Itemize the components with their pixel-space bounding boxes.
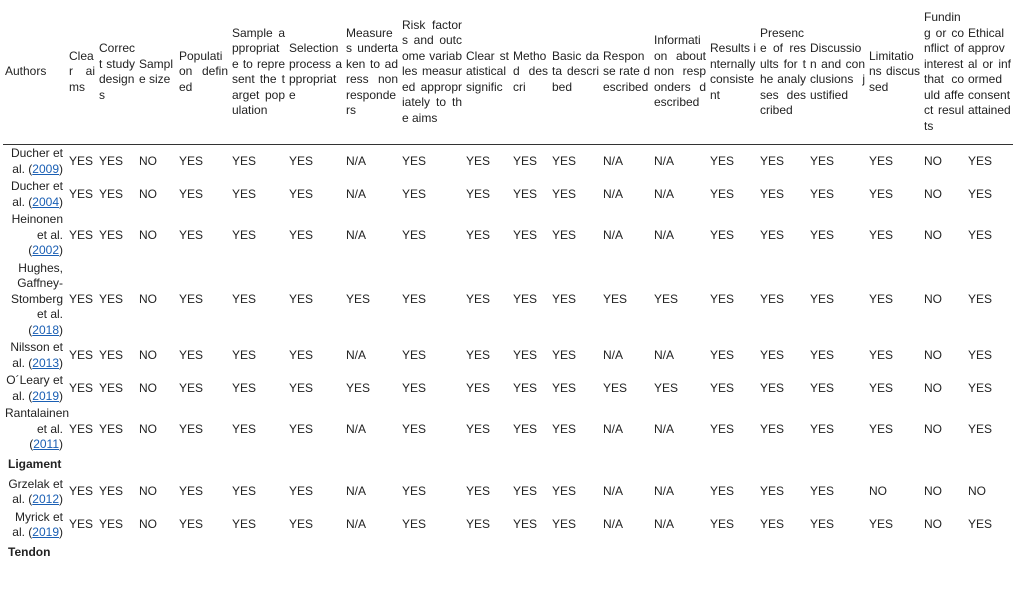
rating-cell: N/A	[603, 153, 624, 168]
rating-cell: YES	[232, 153, 257, 168]
rating-cell: YES	[869, 517, 894, 532]
rating-cell: YES	[710, 153, 735, 168]
rating-cell: NO	[924, 421, 942, 436]
rating-cell: YES	[810, 153, 835, 168]
rating-cell: YES	[968, 347, 993, 362]
quality-assessment-table	[3, 0, 1013, 564]
rating-cell: NO	[139, 227, 157, 242]
rating-cell: YES	[760, 517, 785, 532]
rating-cell: NO	[139, 186, 157, 201]
rating-cell: YES	[99, 186, 124, 201]
rating-cell: YES	[69, 186, 94, 201]
rating-cell: NO	[924, 347, 942, 362]
rating-cell: NO	[139, 347, 157, 362]
rating-cell: YES	[289, 484, 314, 499]
rating-cell: YES	[289, 380, 314, 395]
rating-cell: NO	[968, 484, 986, 499]
rating-cell: YES	[99, 484, 124, 499]
column-header: Method descri	[513, 48, 548, 94]
rating-cell: YES	[760, 421, 785, 436]
rating-cell: YES	[466, 186, 491, 201]
citation-year-link[interactable]: 2011	[33, 437, 59, 451]
author-name: Heinonen et al.	[11, 212, 63, 242]
rating-cell: YES	[869, 186, 894, 201]
table-row	[3, 145, 1013, 179]
rating-cell: YES	[968, 153, 993, 168]
rating-cell: NO	[139, 291, 157, 306]
rating-cell: YES	[869, 380, 894, 395]
rating-cell: YES	[289, 291, 314, 306]
rating-cell: YES	[179, 421, 204, 436]
rating-cell: YES	[513, 291, 538, 306]
section-row	[3, 542, 1013, 564]
rating-cell: NO	[924, 484, 942, 499]
rating-cell: YES	[402, 484, 427, 499]
rating-cell: YES	[232, 421, 257, 436]
column-header: Ethical approval or informed consent attained	[968, 25, 1011, 117]
rating-cell: YES	[760, 380, 785, 395]
rating-cell: YES	[968, 186, 993, 201]
rating-cell: YES	[402, 227, 427, 242]
rating-cell: YES	[69, 347, 94, 362]
rating-cell: YES	[69, 291, 94, 306]
rating-cell: YES	[654, 291, 679, 306]
citation-year-link[interactable]: 2004	[32, 194, 59, 209]
citation-year-link[interactable]: 2013	[32, 355, 59, 370]
rating-cell: NO	[924, 227, 942, 242]
author-name: Hughes, Gaffney-Stomberg et al.	[10, 260, 63, 321]
author-cell: Rantalainen et al. (2011)	[5, 406, 70, 451]
rating-cell: N/A	[603, 227, 624, 242]
table-row	[3, 260, 1013, 340]
rating-cell: YES	[289, 517, 314, 532]
column-header-authors: Authors	[5, 64, 47, 79]
rating-cell: YES	[402, 380, 427, 395]
rating-cell: YES	[869, 291, 894, 306]
rating-cell: YES	[69, 484, 94, 499]
rating-cell: YES	[179, 380, 204, 395]
rating-cell: YES	[968, 517, 993, 532]
column-header: Sample appropriate to represent the target population	[232, 25, 285, 117]
rating-cell: YES	[69, 517, 94, 532]
author-cell: Ducher et al. (2009)	[10, 146, 63, 176]
rating-cell: YES	[810, 517, 835, 532]
column-header: Clear statistical signific	[466, 48, 509, 94]
rating-cell: YES	[346, 291, 371, 306]
column-header: Presence of results for the analyses described	[760, 25, 806, 117]
rating-cell: YES	[99, 347, 124, 362]
rating-cell: YES	[654, 380, 679, 395]
rating-cell: YES	[968, 421, 993, 436]
rating-cell: YES	[179, 186, 204, 201]
rating-cell: YES	[466, 291, 491, 306]
column-header: Population defined	[179, 48, 228, 94]
rating-cell: YES	[869, 347, 894, 362]
rating-cell: NO	[924, 380, 942, 395]
rating-cell: YES	[179, 291, 204, 306]
rating-cell: YES	[179, 227, 204, 242]
column-header: Discussion and conclusions justified	[810, 41, 865, 102]
rating-cell: YES	[232, 186, 257, 201]
rating-cell: N/A	[654, 347, 675, 362]
rating-cell: NO	[924, 153, 942, 168]
rating-cell: N/A	[654, 421, 675, 436]
table-row	[3, 372, 1013, 405]
rating-cell: YES	[968, 380, 993, 395]
rating-cell: YES	[513, 186, 538, 201]
rating-cell: YES	[466, 227, 491, 242]
rating-cell: YES	[552, 186, 577, 201]
rating-cell: YES	[603, 380, 628, 395]
rating-cell: YES	[232, 380, 257, 395]
author-name: Grzelak et al.	[8, 476, 63, 506]
rating-cell: YES	[402, 186, 427, 201]
author-cell: Nilsson et al. (2013)	[10, 340, 63, 370]
rating-cell: YES	[346, 380, 371, 395]
rating-cell: YES	[69, 153, 94, 168]
rating-cell: N/A	[346, 186, 367, 201]
rating-cell: YES	[402, 153, 427, 168]
rating-cell: N/A	[603, 347, 624, 362]
table-row	[3, 405, 1013, 454]
rating-cell: YES	[513, 380, 538, 395]
rating-cell: YES	[466, 421, 491, 436]
table-row	[3, 178, 1013, 211]
rating-cell: N/A	[603, 421, 624, 436]
section-label: Tendon	[8, 544, 51, 559]
rating-cell: YES	[810, 227, 835, 242]
rating-cell: YES	[402, 517, 427, 532]
citation-year-link[interactable]: 2019	[32, 525, 59, 539]
rating-cell: YES	[710, 186, 735, 201]
rating-cell: YES	[968, 227, 993, 242]
rating-cell: YES	[466, 153, 491, 168]
column-header: Funding or conflict of interest that could affect results	[924, 10, 964, 133]
header-row	[3, 0, 1013, 145]
table-header	[3, 0, 1013, 145]
column-header: Clear aims	[69, 48, 95, 94]
rating-cell: YES	[760, 153, 785, 168]
table-body	[3, 145, 1013, 564]
rating-cell: YES	[99, 517, 124, 532]
rating-cell: YES	[402, 421, 427, 436]
column-header: Results internally consistent	[710, 41, 757, 102]
author-cell: O´Leary et al. (2019)	[6, 373, 63, 403]
column-header: Response rate described	[603, 48, 650, 94]
rating-cell: N/A	[654, 484, 675, 499]
table-row	[3, 211, 1013, 260]
author-cell: Myrick et al. (2019)	[12, 509, 63, 539]
rating-cell: YES	[968, 291, 993, 306]
rating-cell: YES	[69, 227, 94, 242]
rating-cell: YES	[710, 517, 735, 532]
rating-cell: YES	[513, 347, 538, 362]
table-row	[3, 476, 1013, 509]
citation-year-link[interactable]: 2002	[32, 243, 59, 257]
rating-cell: YES	[289, 421, 314, 436]
rating-cell: N/A	[603, 484, 624, 499]
rating-cell: NO	[139, 517, 157, 532]
rating-cell: NO	[924, 291, 942, 306]
citation-year-link[interactable]: 2018	[32, 322, 59, 337]
rating-cell: YES	[99, 291, 124, 306]
rating-cell: N/A	[346, 227, 367, 242]
author-cell: Heinonen et al. (2002)	[11, 212, 63, 257]
rating-cell: YES	[552, 484, 577, 499]
rating-cell: YES	[99, 380, 124, 395]
rating-cell: YES	[552, 153, 577, 168]
author-name: O´Leary et al.	[6, 373, 63, 403]
rating-cell: YES	[760, 484, 785, 499]
column-header: Correct study designs	[99, 41, 136, 102]
rating-cell: YES	[513, 227, 538, 242]
rating-cell: YES	[513, 484, 538, 499]
citation-year-link[interactable]: 2019	[32, 388, 59, 403]
rating-cell: N/A	[603, 517, 624, 532]
author-name: Ducher et al.	[10, 179, 63, 209]
rating-cell: YES	[466, 347, 491, 362]
rating-cell: YES	[710, 291, 735, 306]
column-header: Selection process appropriate	[289, 41, 342, 102]
author-cell: Hughes, Gaffney-Stomberg et al. (2018)	[10, 260, 63, 337]
rating-cell: YES	[552, 421, 577, 436]
rating-cell: YES	[810, 484, 835, 499]
rating-cell: YES	[99, 153, 124, 168]
table-row	[3, 509, 1013, 542]
rating-cell: YES	[760, 186, 785, 201]
section-label: Ligament	[8, 456, 62, 471]
rating-cell: YES	[810, 347, 835, 362]
rating-cell: YES	[552, 517, 577, 532]
rating-cell: YES	[513, 153, 538, 168]
column-header: Risk factors and outcome variables measured appropriately to the aims	[402, 17, 462, 125]
rating-cell: NO	[869, 484, 887, 499]
rating-cell: YES	[289, 153, 314, 168]
author-cell: Ducher et al. (2004)	[10, 179, 63, 209]
rating-cell: N/A	[654, 186, 675, 201]
rating-cell: YES	[760, 347, 785, 362]
rating-cell: YES	[513, 421, 538, 436]
rating-cell: YES	[69, 421, 94, 436]
rating-cell: NO	[139, 421, 157, 436]
rating-cell: YES	[869, 153, 894, 168]
rating-cell: YES	[179, 153, 204, 168]
rating-cell: YES	[466, 380, 491, 395]
rating-cell: N/A	[654, 227, 675, 242]
rating-cell: N/A	[654, 153, 675, 168]
rating-cell: YES	[552, 347, 577, 362]
rating-cell: YES	[466, 484, 491, 499]
rating-cell: YES	[232, 517, 257, 532]
rating-cell: YES	[402, 291, 427, 306]
author-name: Rantalainen et al.	[5, 406, 70, 436]
rating-cell: YES	[232, 227, 257, 242]
rating-cell: YES	[289, 186, 314, 201]
rating-cell: YES	[179, 484, 204, 499]
rating-cell: YES	[710, 227, 735, 242]
rating-cell: YES	[552, 227, 577, 242]
rating-cell: YES	[869, 227, 894, 242]
rating-cell: YES	[810, 186, 835, 201]
column-header: Measures undertaken to adress non responders	[346, 25, 398, 117]
column-header: Basic data described	[552, 48, 599, 94]
author-name: Nilsson et al.	[10, 340, 63, 370]
rating-cell: N/A	[654, 517, 675, 532]
rating-cell: NO	[139, 380, 157, 395]
rating-cell: YES	[513, 517, 538, 532]
table-row	[3, 339, 1013, 372]
rating-cell: YES	[760, 227, 785, 242]
rating-cell: N/A	[603, 186, 624, 201]
rating-cell: YES	[289, 227, 314, 242]
rating-cell: YES	[232, 484, 257, 499]
section-row	[3, 454, 1013, 476]
rating-cell: YES	[710, 484, 735, 499]
rating-cell: N/A	[346, 153, 367, 168]
rating-cell: YES	[710, 421, 735, 436]
rating-cell: NO	[924, 517, 942, 532]
author-name: Ducher et al.	[10, 146, 63, 176]
rating-cell: YES	[810, 291, 835, 306]
rating-cell: YES	[710, 380, 735, 395]
rating-cell: YES	[603, 291, 628, 306]
rating-cell: N/A	[346, 517, 367, 532]
column-header: Sample size	[139, 56, 174, 86]
rating-cell: YES	[232, 347, 257, 362]
rating-cell: YES	[552, 291, 577, 306]
rating-cell: NO	[139, 484, 157, 499]
rating-cell: YES	[179, 517, 204, 532]
rating-cell: YES	[466, 517, 491, 532]
author-name: Myrick et al.	[12, 509, 63, 539]
column-header: Limitations discussed	[869, 48, 920, 94]
rating-cell: YES	[710, 347, 735, 362]
author-cell: Grzelak et al. (2012)	[8, 476, 63, 506]
citation-year-link[interactable]: 2009	[32, 161, 59, 176]
rating-cell: N/A	[346, 484, 367, 499]
rating-cell: YES	[69, 380, 94, 395]
citation-year-link[interactable]: 2012	[32, 492, 59, 506]
rating-cell: YES	[289, 347, 314, 362]
rating-cell: NO	[924, 186, 942, 201]
rating-cell: YES	[99, 421, 124, 436]
column-header: Information about non responders described	[654, 33, 706, 110]
rating-cell: N/A	[346, 421, 367, 436]
rating-cell: YES	[402, 347, 427, 362]
rating-cell: NO	[139, 153, 157, 168]
rating-cell: YES	[99, 227, 124, 242]
rating-cell: YES	[810, 380, 835, 395]
rating-cell: YES	[869, 421, 894, 436]
rating-cell: YES	[760, 291, 785, 306]
rating-cell: YES	[179, 347, 204, 362]
rating-cell: YES	[232, 291, 257, 306]
rating-cell: N/A	[346, 347, 367, 362]
rating-cell: YES	[810, 421, 835, 436]
rating-cell: YES	[552, 380, 577, 395]
